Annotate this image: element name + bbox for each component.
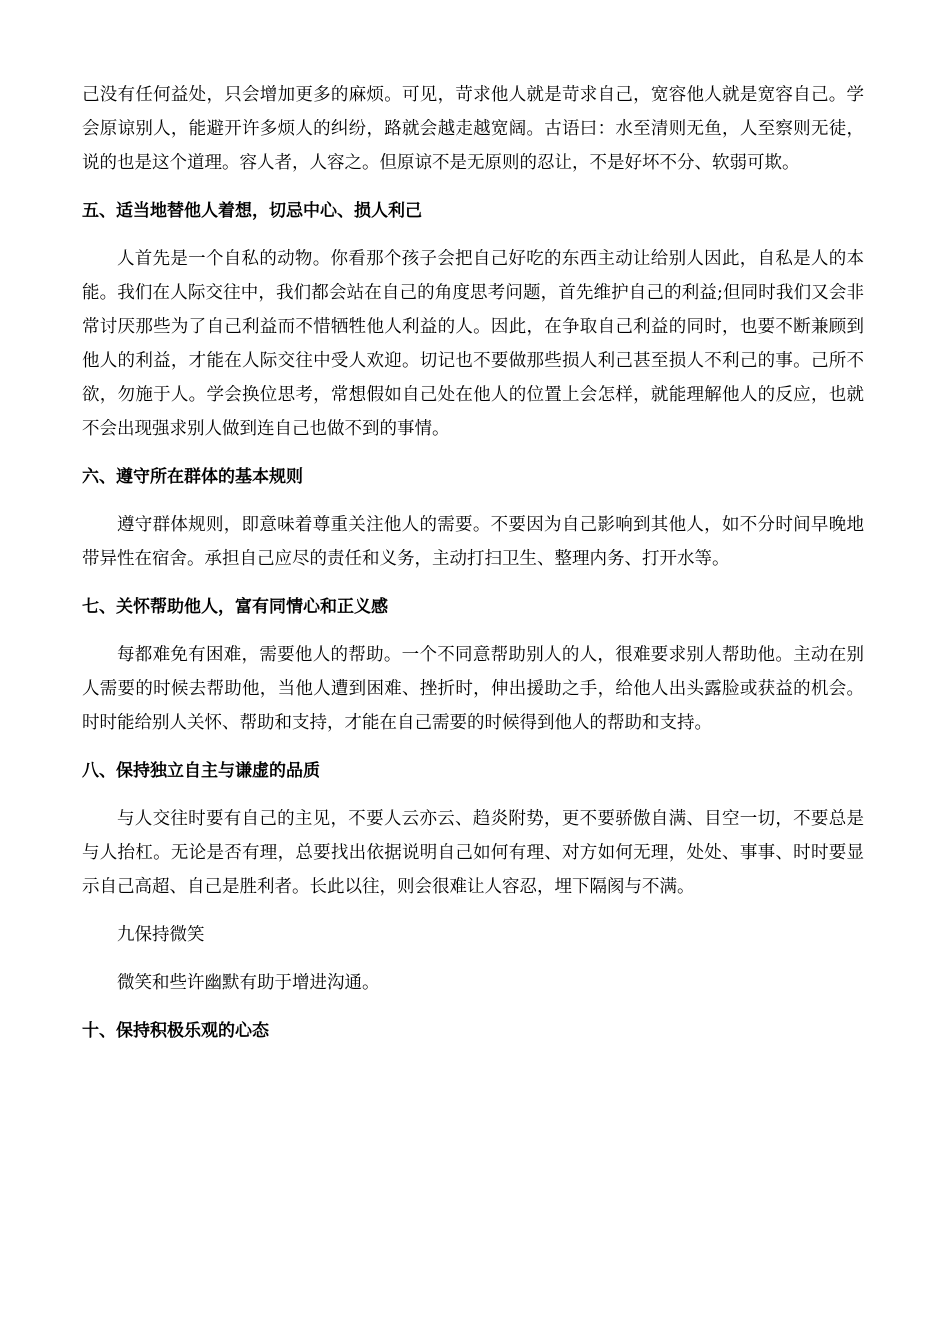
paragraph-section-8: 与人交往时要有自己的主见，不要人云亦云、趋炎附势，更不要骄傲自满、目空一切，不要总是与人抬杠。无论是否有理，总要找出依据说明自己如何有理、对方如何无理，处处、事事、时时要显示自己高超、自己是胜利者。长此以往，则会很难让人容忍，埋下隔阂与不满。 <box>82 809 864 897</box>
document-page <box>82 78 864 1048</box>
paragraph-section-7: 每都难免有困难，需要他人的帮助。一个不同意帮助别人的人，很难要求别人帮助他。主动在别人需要的时候去帮助他，当他人遭到困难、挫折时，伸出援助之手，给他人出头露脸或获益的机会。时时能给别人关怀、帮助和支持，才能在自己需要的时候得到他人的帮助和支持。 <box>82 645 864 733</box>
heading-section-7: 七、关怀帮助他人，富有同情心和正义感 <box>82 597 388 617</box>
paragraph-section-5: 人首先是一个自私的动物。你看那个孩子会把自己好吃的东西主动让给别人因此，自私是人的本能。我们在人际交往中，我们都会站在自己的角度思考问题，首先维护自己的利益;但同时我们又会非常讨厌那些为了自己利益而不惜牺牲他人利益的人。因此，在争取自己利益的同时，也要不断兼顾到他人的利益，才能在人际交往中受人欢迎。切记也不要做那些损人利己甚至损人不利己的事。己所不欲，勿施于人。学会换位思考，常想假如自己处在他人的位置上会怎样，就能理解他人的反应，也就不会出现强求别人做到连自己也做不到的事情。 <box>82 249 864 439</box>
heading-section-5: 五、适当地替他人着想，切忌中心、损人利己 <box>82 201 422 221</box>
paragraph-section-9: 微笑和些许幽默有助于增进沟通。 <box>117 973 380 993</box>
heading-section-8: 八、保持独立自主与谦虚的品质 <box>82 761 320 781</box>
heading-section-6: 六、遵守所在群体的基本规则 <box>82 467 303 487</box>
paragraph-forgiveness-end: 己没有任何益处，只会增加更多的麻烦。可见，苛求他人就是苛求自己，宽容他人就是宽容自己。学会原谅别人，能避开许多烦人的纠纷，路就会越走越宽阔。古语曰：水至清则无鱼，人至察则无徒，说的也是这个道理。容人者，人容之。但原谅不是无原则的忍让，不是好坏不分、软弱可欺。 <box>82 85 864 173</box>
heading-section-10: 十、保持积极乐观的心态 <box>82 1021 269 1041</box>
heading-section-9: 九保持微笑 <box>117 925 205 945</box>
paragraph-section-6: 遵守群体规则，即意味着尊重关注他人的需要。不要因为自己影响到其他人，如不分时间早晚地带异性在宿舍。承担自己应尽的责任和义务，主动打扫卫生、整理内务、打开水等。 <box>82 515 864 569</box>
